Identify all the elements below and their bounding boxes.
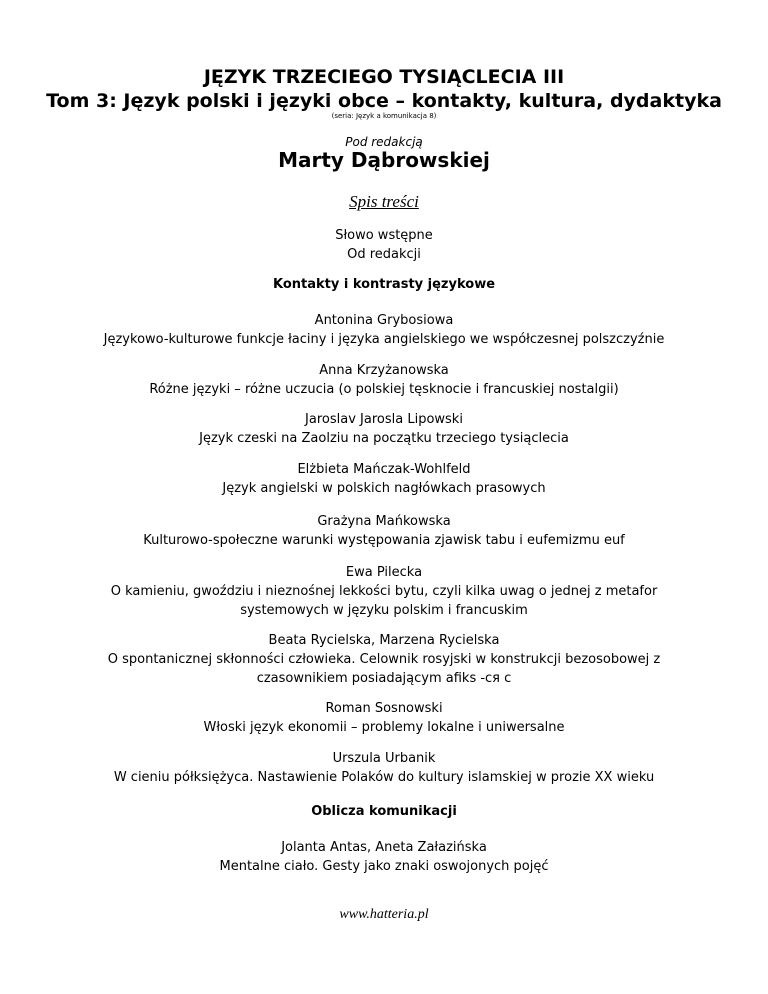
toc-entry (60, 311, 708, 349)
book-title: JĘZYK TRZECIEGO TYSIĄCLECIA III (203, 66, 565, 88)
entry-author: Beata Rycielska, Marzena Rycielska (268, 633, 500, 648)
intro-block (60, 226, 708, 264)
entry-author: Jolanta Antas, Aneta Załazińska (281, 840, 487, 855)
entry-author: Elżbieta Mańczak-Wohlfeld (297, 462, 471, 477)
toc-entry (60, 699, 708, 737)
toc-entry (60, 460, 708, 498)
editor-name: Marty Dąbrowskiej (278, 148, 490, 172)
toc-entry (60, 361, 708, 399)
entry-author: Anna Krzyżanowska (319, 363, 449, 378)
section-heading: Oblicza komunikacji (311, 804, 457, 819)
entry-title: Kulturowo-społeczne warunki występowania zjawisk tabu i eufemizmu euf (143, 533, 625, 548)
entry-title: Językowo-kulturowe funkcje łaciny i języka angielskiego we współczesnej polszczyźnie (103, 332, 665, 347)
toc-entry (60, 631, 708, 688)
entry-title: systemowych w języku polskim i francuskim (240, 603, 528, 618)
toc-heading: Spis treści (349, 192, 419, 211)
entry-title: czasownikiem posiadającym afiks -ся с (256, 671, 512, 686)
entry-author: Jaroslav Jarosla Lipowski (305, 412, 463, 427)
toc-intro-item: Słowo wstępne (335, 228, 433, 243)
toc-entry (60, 563, 708, 620)
series-note: (seria: Język a komunikacja 8) (331, 112, 437, 120)
entry-title: O spontanicznej skłonności człowieka. Celownik rosyjski w konstrukcji bezosobowej z (107, 652, 661, 667)
entry-title: Język angielski w polskich nagłówkach prasowych (222, 481, 546, 496)
toc-entry (60, 838, 708, 876)
entry-author: Roman Sosnowski (325, 701, 443, 716)
section-heading: Kontakty i kontrasty językowe (272, 277, 496, 292)
toc-entry (60, 410, 708, 448)
entry-author: Ewa Pilecka (345, 565, 423, 580)
entry-title: O kamieniu, gwoździu i nieznośnej lekkości bytu, czyli kilka uwag o jednej z metafor (110, 584, 658, 599)
footer-website: www.hatteria.pl (339, 907, 429, 922)
toc-intro-item: Od redakcji (347, 247, 421, 262)
entry-title: Język czeski na Zaolziu na początku trzeciego tysiąclecia (199, 431, 569, 446)
toc-entry (60, 512, 708, 550)
toc-entry (60, 749, 708, 787)
entry-author: Antonina Grybosiowa (314, 313, 454, 328)
entry-title: Różne języki – różne uczucia (o polskiej tęsknocie i francuskiej nostalgii) (149, 382, 619, 397)
entry-title: W cieniu półksiężyca. Nastawienie Polaków do kultury islamskiej w prozie XX wieku (113, 770, 655, 785)
editor-label: Pod redakcją (345, 135, 423, 149)
entry-author: Grażyna Mańkowska (317, 514, 451, 529)
volume-title: Tom 3: Język polski i języki obce – kontakty, kultura, dydaktyka (46, 90, 722, 112)
entry-title: Włoski język ekonomii – problemy lokalne i uniwersalne (203, 720, 565, 735)
entry-title: Mentalne ciało. Gesty jako znaki oswojonych pojęć (219, 859, 549, 874)
entry-author: Urszula Urbanik (332, 751, 436, 766)
